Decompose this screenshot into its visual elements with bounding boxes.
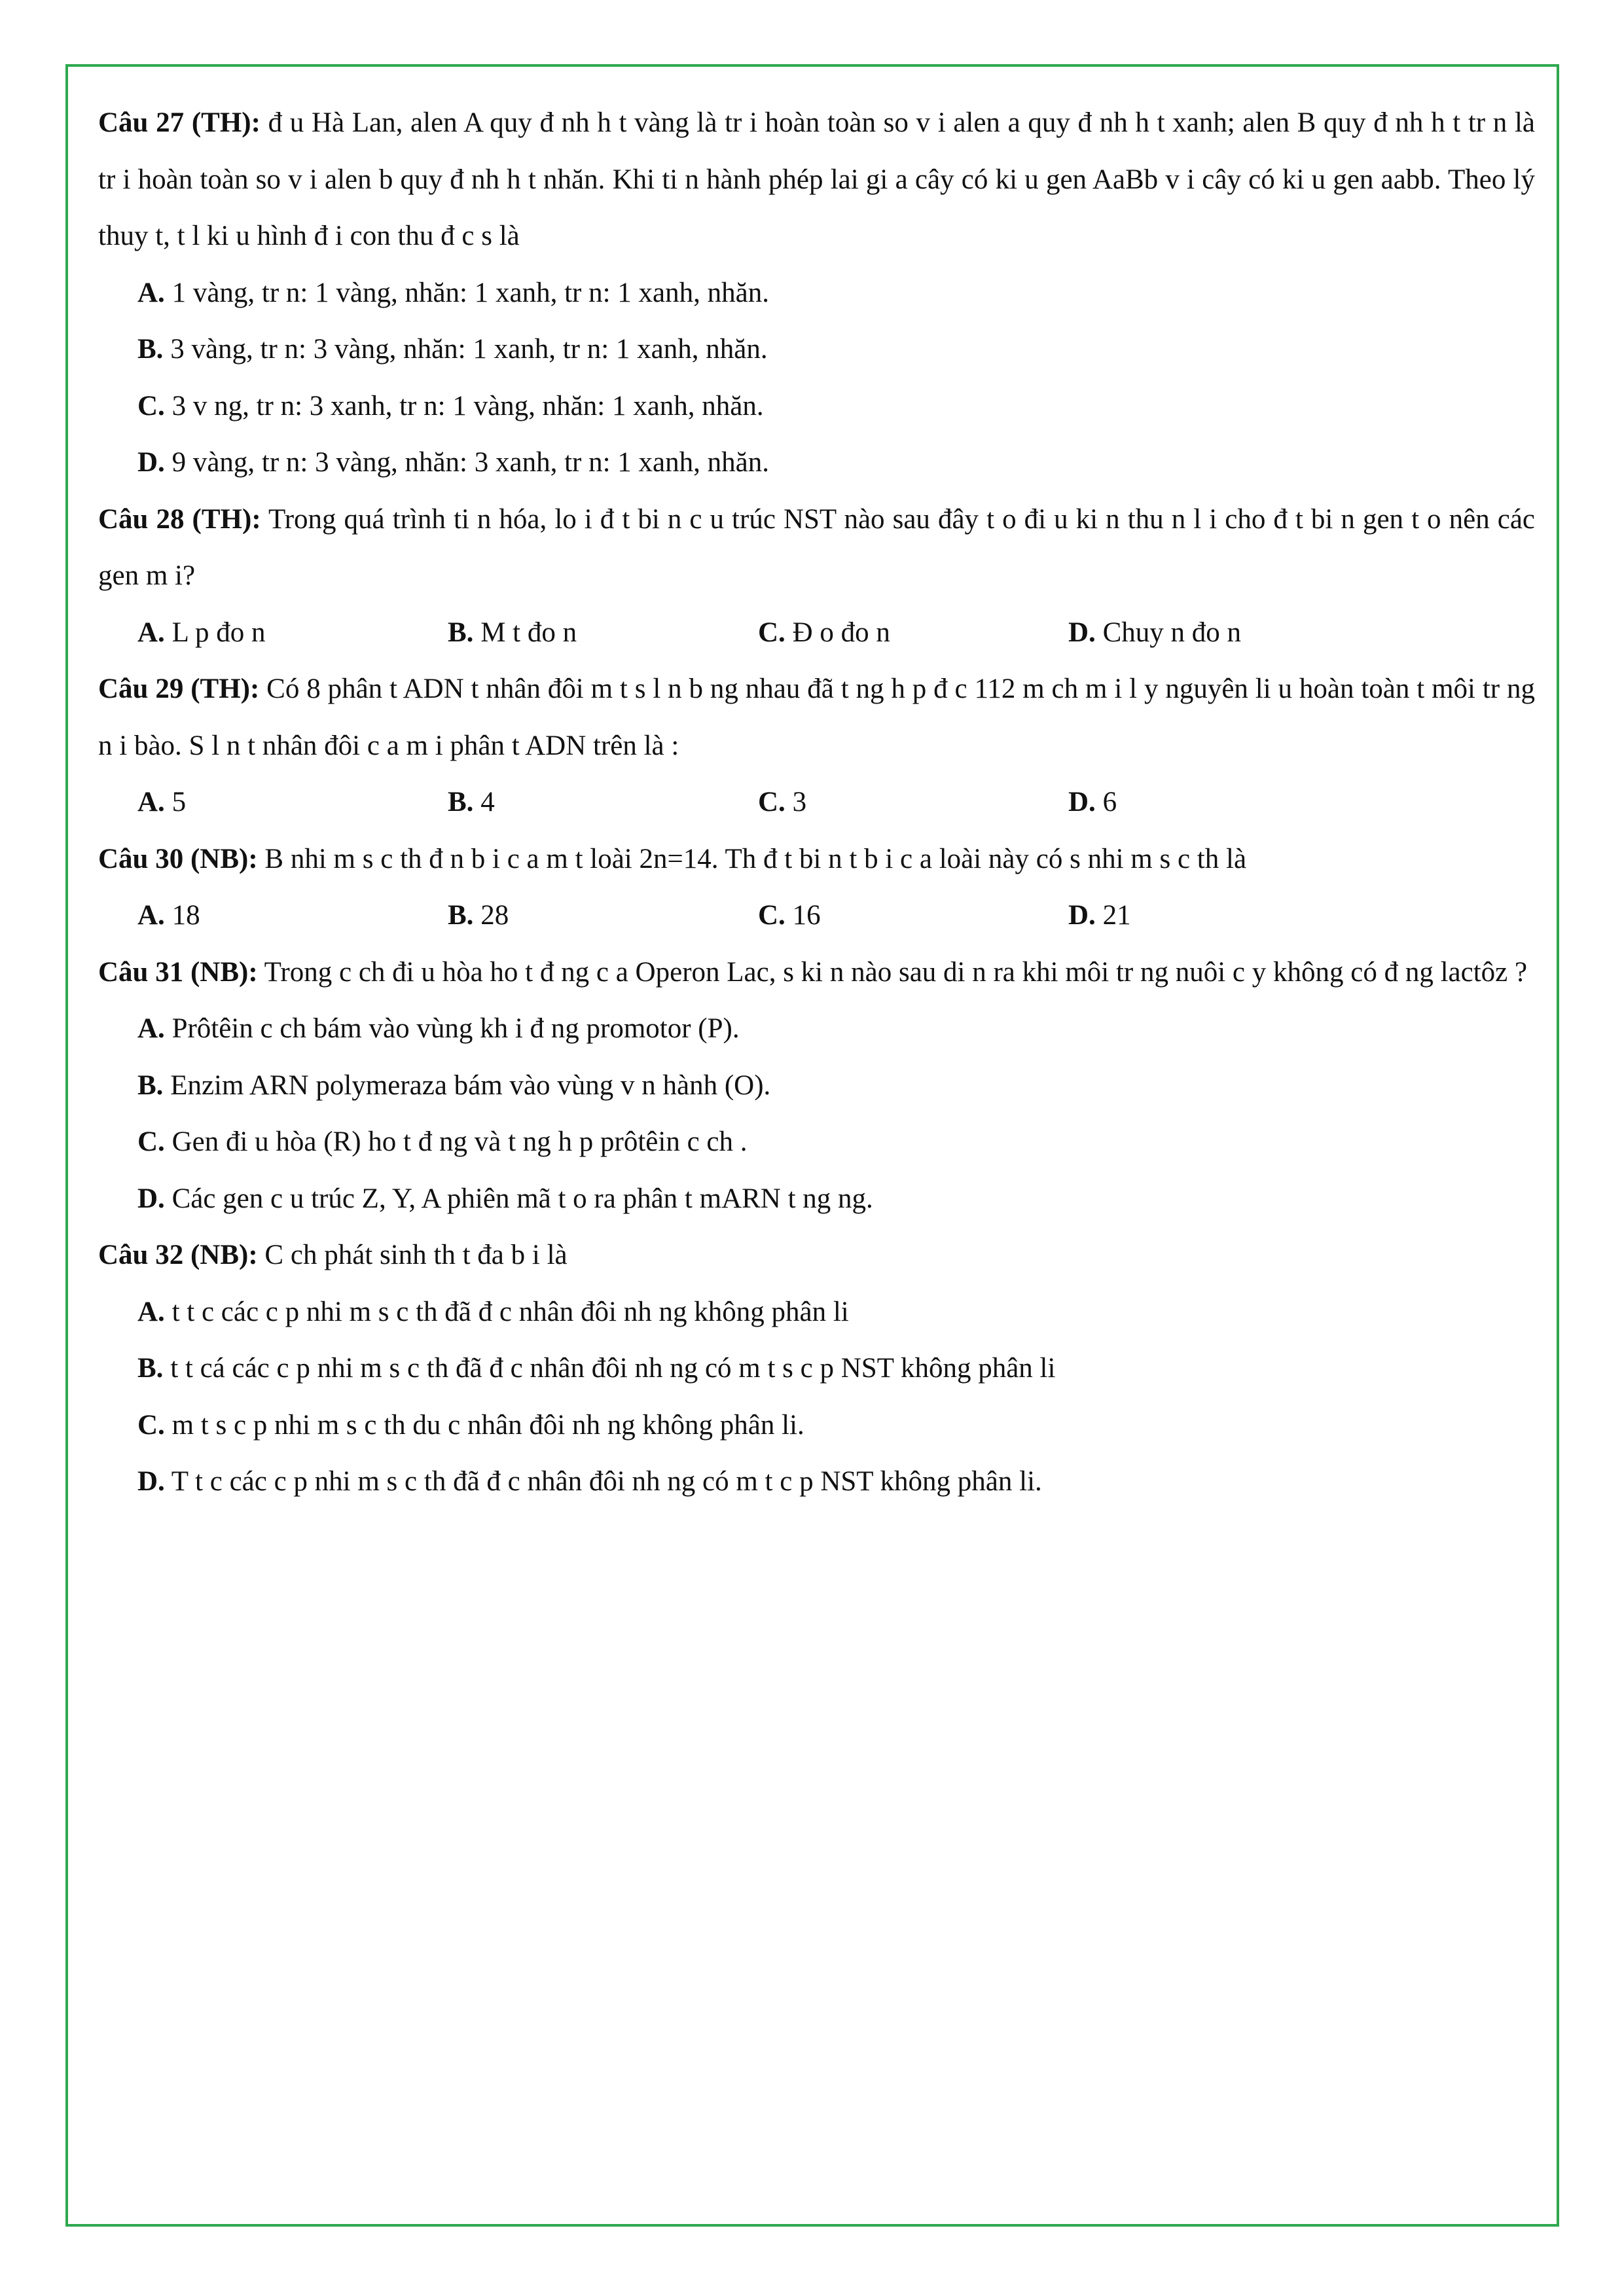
- question-32-label: Câu 32 (NB):: [98, 1240, 258, 1270]
- question-32-option-d: D. T t c các c p nhi m s c th đã đ c nhân đôi nh ng có m t c p NST không phân li.: [137, 1466, 1042, 1497]
- question-29-label: Câu 29 (TH):: [98, 673, 260, 704]
- question-32-text: C ch phát sinh th t đa b i là: [264, 1240, 568, 1270]
- question-28-label: Câu 28 (TH):: [98, 503, 261, 535]
- question-29-option-d: D. 6: [1068, 787, 1117, 817]
- question-27-label: Câu 27 (TH):: [98, 107, 261, 138]
- question-27-option-d: D. 9 vàng, tr n: 3 vàng, nhăn: 3 xanh, tr n: 1 xanh, nhăn.: [137, 447, 769, 478]
- question-28-option-d: D. Chuy n đo n: [1068, 617, 1241, 648]
- question-29-options: [98, 774, 1535, 831]
- question-30-option-d: D. 21: [1068, 900, 1131, 931]
- question-28-option-b: B. M t đo n: [448, 617, 577, 648]
- question-27-text: đ u Hà Lan, alen A quy đ nh h t vàng là tr i hoàn toàn so v i alen a quy đ nh h t xanh; alen B quy đ nh h t tr n là tr i hoàn toàn so v i alen b quy đ nh h t nhăn. Khi ti n hành phép lai gi a cây có ki u gen AaBb v i cây có ki u gen aabb. Theo lý thuy t, t l ki u hình đ i con thu đ c s là: [98, 107, 1536, 251]
- question-31-option-a: A. Prôtêin c ch bám vào vùng kh i đ ng promotor (P).: [137, 1013, 740, 1044]
- question-29: [98, 661, 1535, 774]
- question-27-option-c: C. 3 v ng, tr n: 3 xanh, tr n: 1 vàng, nhăn: 1 xanh, nhăn.: [137, 390, 764, 422]
- question-29-text: Có 8 phân t ADN t nhân đôi m t s l n b ng nhau đã t ng h p đ c 112 m ch m i l y nguyên li u hoàn toàn t môi tr ng n i bào. S l n t nhân đôi c a m i phân t ADN trên là :: [98, 673, 1535, 761]
- question-list: [98, 95, 1535, 1511]
- question-27-option-a: A. 1 vàng, tr n: 1 vàng, nhăn: 1 xanh, tr n: 1 xanh, nhăn.: [137, 277, 769, 308]
- question-28-options: [98, 605, 1535, 662]
- question-28-text: Trong quá trình ti n hóa, lo i đ t bi n c u trúc NST nào sau đây t o đi u ki n thu n l i cho đ t bi n gen t o nên các gen m i?: [98, 503, 1535, 591]
- question-31-option-c: C. Gen đi u hòa (R) ho t đ ng và t ng h p prôtêin c ch .: [137, 1126, 748, 1157]
- question-29-option-c: C. 3: [758, 787, 807, 817]
- question-31-text: Trong c ch đi u hòa ho t đ ng c a Operon Lac, s ki n nào sau di n ra khi môi tr ng nuôi c y không có đ ng lactôz ?: [264, 956, 1528, 988]
- question-30-option-c: C. 16: [758, 900, 821, 931]
- question-29-option-a: A. 5: [137, 787, 187, 817]
- question-31-label: Câu 31 (NB):: [98, 956, 258, 988]
- question-28: [98, 492, 1535, 605]
- question-28-option-a: A. L p đo n: [137, 617, 266, 648]
- question-28-option-c: C. Đ o đo n: [758, 617, 890, 648]
- question-30-options: [98, 888, 1535, 944]
- question-30-label: Câu 30 (NB):: [98, 843, 258, 874]
- question-32-option-c: C. m t s c p nhi m s c th du c nhân đôi nh ng không phân li.: [137, 1409, 804, 1441]
- question-32-option-b: B. t t cá các c p nhi m s c th đã đ c nhân đôi nh ng có m t s c p NST không phân li: [137, 1353, 1056, 1384]
- question-31: [98, 944, 1535, 1001]
- question-30-option-b: B. 28: [448, 900, 509, 931]
- question-30: [98, 831, 1535, 888]
- question-27-option-b: B. 3 vàng, tr n: 3 vàng, nhăn: 1 xanh, tr n: 1 xanh, nhăn.: [137, 334, 768, 365]
- question-30-text: B nhi m s c th đ n b i c a m t loài 2n=14. Th đ t bi n t b i c a loài này có s nhi m s c th là: [264, 843, 1247, 874]
- question-29-option-b: B. 4: [448, 787, 495, 817]
- question-31-option-b: B. Enzim ARN polymeraza bám vào vùng v n hành (O).: [137, 1069, 771, 1101]
- question-32: [98, 1227, 1535, 1284]
- question-32-option-a: A. t t c các c p nhi m s c th đã đ c nhân đôi nh ng không phân li: [137, 1296, 849, 1327]
- question-31-option-d: D. Các gen c u trúc Z, Y, A phiên mã t o ra phân t mARN t ng ng.: [137, 1183, 873, 1214]
- question-30-option-a: A. 18: [137, 900, 200, 931]
- question-27: [98, 95, 1535, 265]
